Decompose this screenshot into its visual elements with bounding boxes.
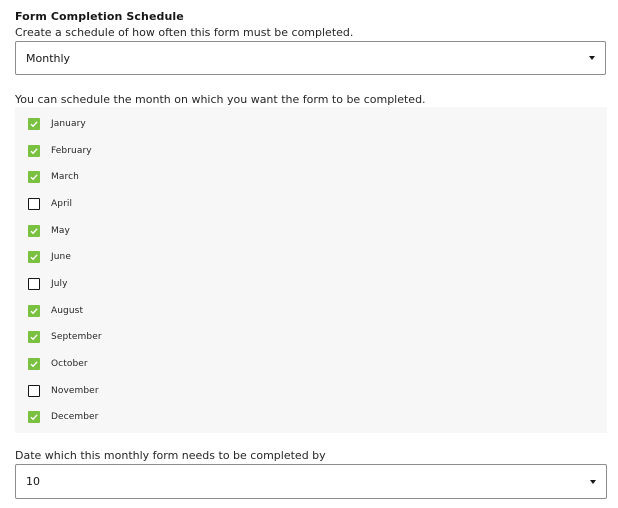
month-label: November <box>51 386 99 396</box>
checkbox[interactable] <box>28 278 40 290</box>
month-checkbox-january[interactable] <box>28 117 86 131</box>
month-checkbox-october[interactable] <box>28 357 88 371</box>
month-label: May <box>51 226 70 236</box>
month-label: July <box>51 279 68 289</box>
checkbox[interactable] <box>28 411 40 423</box>
month-label: September <box>51 332 102 342</box>
months-checkbox-group <box>15 107 607 433</box>
month-label: March <box>51 172 79 182</box>
month-checkbox-march[interactable] <box>28 170 79 184</box>
checkmark-icon <box>29 119 39 129</box>
checkbox[interactable] <box>28 331 40 343</box>
checkbox[interactable] <box>28 305 40 317</box>
month-label: April <box>51 199 73 209</box>
checkmark-icon <box>29 332 39 342</box>
frequency-select-value: Monthly <box>26 51 71 65</box>
month-label: February <box>51 146 92 156</box>
month-checkbox-december[interactable] <box>28 410 98 424</box>
chevron-down-icon <box>590 480 596 484</box>
month-label: October <box>51 359 88 369</box>
month-checkbox-august[interactable] <box>28 304 83 318</box>
due-date-select-value: 10 <box>26 475 40 488</box>
month-label: December <box>51 412 99 422</box>
checkmark-icon <box>29 252 39 262</box>
month-label: June <box>51 252 71 262</box>
months-helper-text: You can schedule the month on which you want the form to be completed. <box>15 93 426 106</box>
checkbox[interactable] <box>28 358 40 370</box>
due-date-label: Date which this monthly form needs to be completed by <box>15 449 326 462</box>
month-checkbox-september[interactable] <box>28 330 102 344</box>
form-completion-schedule-title: Form Completion Schedule <box>15 10 184 23</box>
month-checkbox-november[interactable] <box>28 384 99 398</box>
due-date-select[interactable] <box>15 464 607 499</box>
month-label: January <box>51 119 86 129</box>
checkmark-icon <box>29 359 39 369</box>
frequency-select[interactable] <box>15 41 606 75</box>
checkbox[interactable] <box>28 171 40 183</box>
chevron-down-icon <box>589 56 595 60</box>
checkbox[interactable] <box>28 251 40 263</box>
checkmark-icon <box>29 172 39 182</box>
month-checkbox-may[interactable] <box>28 224 70 238</box>
checkbox[interactable] <box>28 385 40 397</box>
month-checkbox-july[interactable] <box>28 277 68 291</box>
checkmark-icon <box>29 412 39 422</box>
month-label: August <box>51 306 84 316</box>
checkbox[interactable] <box>28 145 40 157</box>
month-checkbox-june[interactable] <box>28 250 71 264</box>
checkmark-icon <box>29 226 39 236</box>
month-checkbox-february[interactable] <box>28 144 92 158</box>
checkbox[interactable] <box>28 198 40 210</box>
checkmark-icon <box>29 146 39 156</box>
checkmark-icon <box>29 306 39 316</box>
checkbox[interactable] <box>28 118 40 130</box>
checkbox[interactable] <box>28 225 40 237</box>
schedule-helper-text: Create a schedule of how often this form must be completed. <box>15 26 354 39</box>
month-checkbox-april[interactable] <box>28 197 72 211</box>
